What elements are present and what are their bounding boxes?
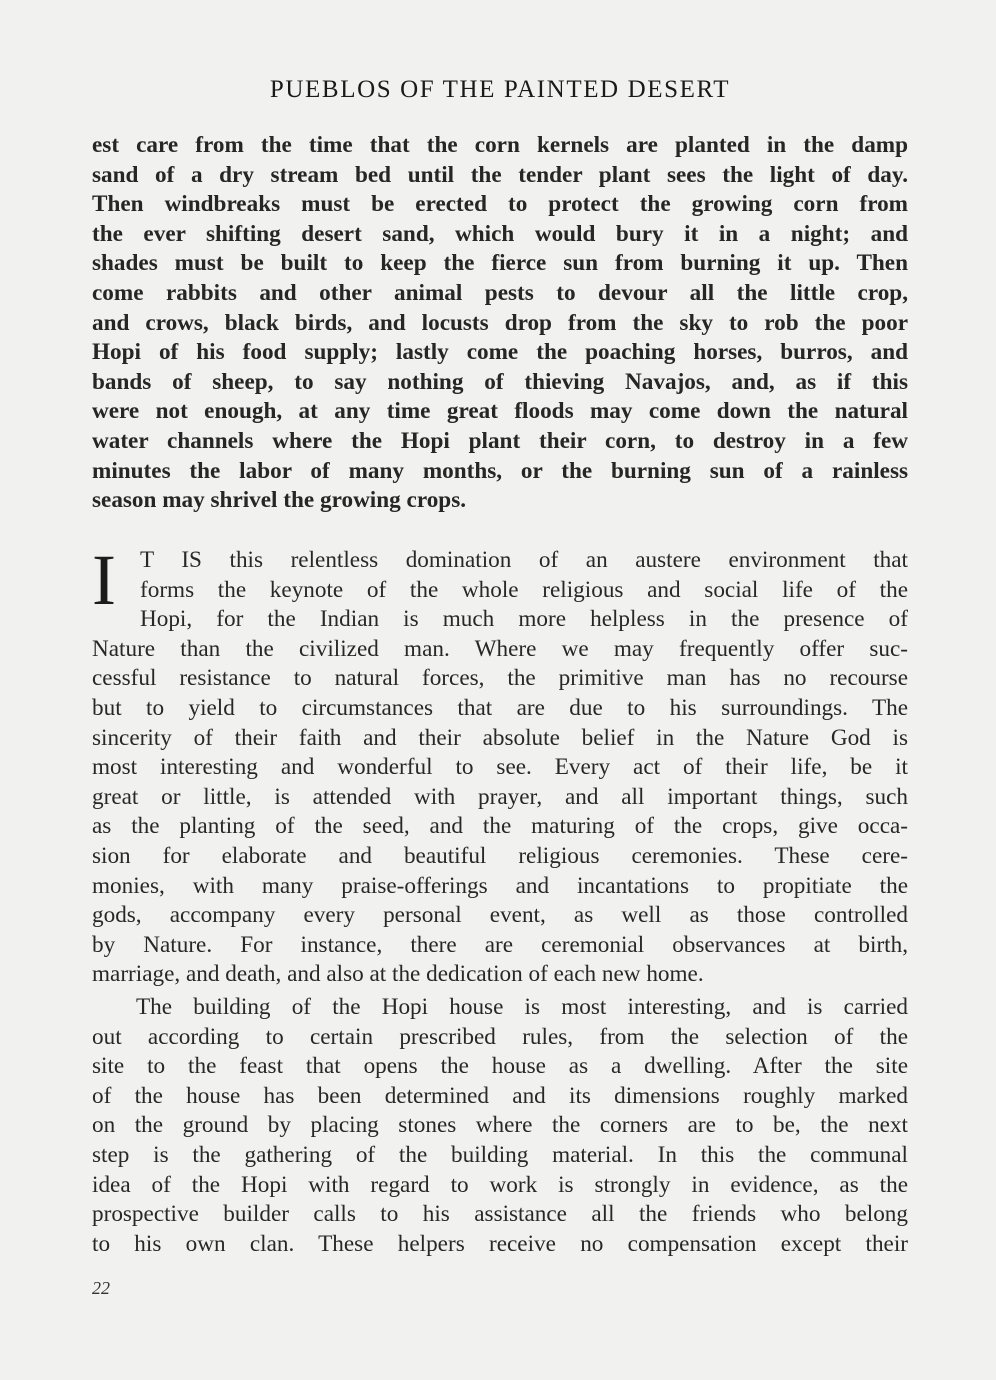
text-line: bands of sheep, to say nothing of thieving Navajos, and, as if this (92, 368, 908, 395)
text-line: gods, accompany every personal event, as well as those controlled (92, 902, 908, 929)
text-line: Nature than the civilized man. Where we may frequently offer suc- (92, 635, 908, 662)
text-line: and crows, black birds, and locusts drop from the sky to rob the poor (92, 309, 908, 336)
text-line: season may shrivel the growing crops. (92, 487, 467, 514)
text-line: out according to certain prescribed rules, from the selection of the (92, 1023, 908, 1050)
text-line: sincerity of their faith and their absolute belief in the Nature God is (92, 724, 908, 751)
text-line: of the house has been determined and its dimensions roughly marked (92, 1082, 908, 1109)
drop-cap: I (92, 540, 116, 620)
text-line: step is the gathering of the building material. In this the communal (92, 1141, 908, 1168)
text-line: by Nature. For instance, there are ceremonial observances at birth, (92, 931, 908, 958)
text-line: sand of a dry stream bed until the tender plant sees the light of day. (92, 161, 908, 188)
text-line: but to yield to circumstances that are due to his surroundings. The (92, 694, 908, 721)
text-line: Hopi of his food supply; lastly come the poaching horses, burros, and (92, 339, 908, 366)
paragraph-dropcap (92, 540, 908, 990)
text-line: water channels where the Hopi plant their corn, to destroy in a few (92, 427, 908, 454)
text-line: were not enough, at any time great floods may come down the natural (92, 398, 908, 425)
text-line: Then windbreaks must be erected to protect the growing corn from (92, 191, 908, 218)
text-line: idea of the Hopi with regard to work is strongly in evidence, as the (92, 1171, 908, 1198)
text-line: site to the feast that opens the house as a dwelling. After the site (92, 1053, 908, 1080)
text-line: minutes the labor of many months, or the burning sun of a rainless (92, 457, 908, 484)
page-number: 22 (92, 1278, 110, 1298)
running-head: PUEBLOS OF THE PAINTED DESERT (269, 76, 731, 103)
text-line: T IS this relentless domination of an austere environment that (140, 547, 908, 573)
text-line: sion for elaborate and beautiful religious ceremonies. These cere- (92, 842, 908, 869)
text-line: on the ground by placing stones where the corners are to be, the next (92, 1112, 908, 1139)
paragraph-continued (92, 131, 908, 516)
text-line: cessful resistance to natural forces, the primitive man has no recourse (92, 665, 908, 692)
text-line: prospective builder calls to his assistance all the friends who belong (92, 1201, 908, 1228)
text-line: most interesting and wonderful to see. Every act of their life, be it (92, 754, 908, 781)
text-line: great or little, is attended with prayer, and all important things, such (92, 783, 908, 810)
paragraph (92, 993, 908, 1259)
text-line: monies, with many praise-offerings and incantations to propitiate the (92, 872, 908, 899)
text-line: the ever shifting desert sand, which would bury it in a night; and (92, 220, 908, 247)
text-line: to his own clan. These helpers receive no compensation except their (92, 1230, 908, 1257)
text-line: Hopi, for the Indian is much more helpless in the presence of (140, 606, 908, 633)
text-line: The building of the Hopi house is most interesting, and is carried (136, 994, 908, 1020)
text-line: est care from the time that the corn kernels are planted in the damp (92, 132, 908, 158)
text-line: as the planting of the seed, and the maturing of the crops, give occa- (92, 813, 908, 840)
text-line: forms the keynote of the whole religious and social life of the (140, 576, 908, 603)
text-line: shades must be built to keep the fierce sun from burning it up. Then (92, 250, 908, 277)
text-line: marriage, and death, and also at the dedication of each new home. (92, 961, 704, 988)
text-line: come rabbits and other animal pests to devour all the little crop, (92, 279, 908, 306)
